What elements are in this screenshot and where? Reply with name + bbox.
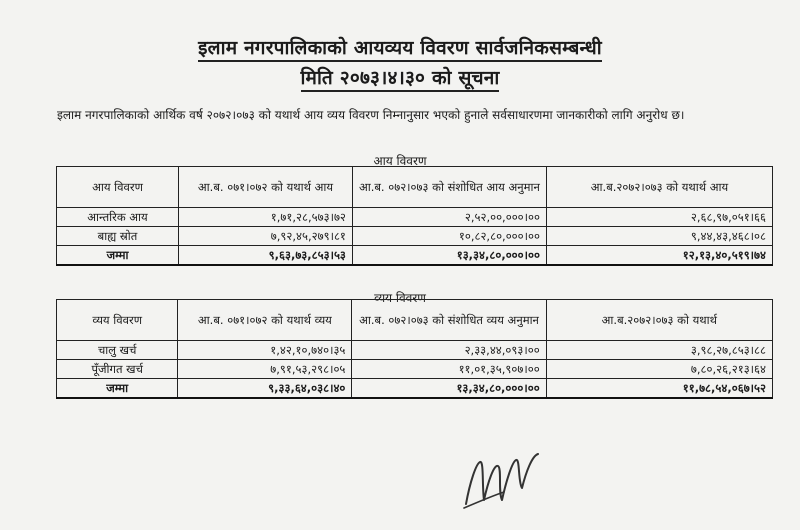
income-header-3: आ.ब.२०७२।०७३ को यथार्थ आय — [546, 167, 772, 208]
expense-cell: ११,०१,३५,९०७।०० — [352, 360, 546, 379]
expense-row-label: चालु खर्च — [57, 341, 178, 360]
expense-row-label: पूँजीगत खर्च — [57, 360, 178, 379]
expense-total-cell: ९,३३,६४,०३८।४० — [178, 379, 352, 399]
income-total-row — [57, 246, 773, 266]
expense-total-cell: ११,७८,५४,०६७।५२ — [546, 379, 772, 399]
income-cell: २,५२,००,०००।०० — [352, 208, 546, 227]
income-row-label: आन्तरिक आय — [57, 208, 179, 227]
expense-cell: ३,९८,२७,८५३।८८ — [546, 341, 772, 360]
income-cell: १,७१,२८,५७३।७२ — [179, 208, 353, 227]
expense-cell: ७,८०,२६,२१३।६४ — [546, 360, 772, 379]
intro-paragraph: इलाम नगरपालिकाको आर्थिक वर्ष २०७२।०७३ को यथार्थ आय व्यय विवरण निम्नानुसार भएको हुनाले सर्वसाधारणमा जानकारीको लागि अनुरोध छ। — [57, 108, 685, 122]
notice-title: इलाम नगरपालिकाको आयव्यय विवरण सार्वजनिकसम्बन्धी — [0, 34, 800, 60]
income-cell: ९,४४,४३,४६८।०८ — [546, 227, 772, 246]
table-row — [57, 208, 773, 227]
income-header-2: आ.ब. ०७२।०७३ को संशोधित आय अनुमान — [352, 167, 546, 208]
income-total-cell: १२,१३,४०,५१९।७४ — [546, 246, 772, 266]
income-header-1: आ.ब. ०७१।०७२ को यथार्थ आय — [179, 167, 353, 208]
expense-header-2: आ.ब. ०७२।०७३ को संशोधित व्यय अनुमान — [352, 300, 546, 341]
handwritten-signature — [458, 442, 578, 512]
income-caption: आय विवरण — [373, 154, 427, 168]
notice-date-title: मिति २०७३।४।३० को सूचना — [0, 64, 800, 90]
income-cell: २,६८,९७,०५१।६६ — [546, 208, 772, 227]
income-cell: १०,८२,८०,०००।०० — [352, 227, 546, 246]
table-row — [57, 341, 773, 360]
income-total-cell: १३,३४,८०,०००।०० — [352, 246, 546, 266]
expense-total-cell: १३,३४,८०,०००।०० — [352, 379, 546, 399]
income-total-label: जम्मा — [57, 246, 179, 266]
expense-cell: ७,९१,५३,२९८।०५ — [178, 360, 352, 379]
income-total-cell: ९,६३,७३,८५३।५३ — [179, 246, 353, 266]
table-row — [57, 227, 773, 246]
expense-caption: व्यय विवरण — [374, 291, 426, 305]
expense-cell: १,४२,१०,७४०।३५ — [178, 341, 352, 360]
expense-header-1: आ.ब. ०७१।०७२ को यथार्थ व्यय — [178, 300, 352, 341]
income-table — [56, 166, 773, 266]
expense-total-row — [57, 379, 773, 399]
table-row — [57, 360, 773, 379]
expense-header-0: व्यय विवरण — [57, 300, 178, 341]
expense-total-label: जम्मा — [57, 379, 178, 399]
income-row-label: बाह्य स्रोत — [57, 227, 179, 246]
income-cell: ७,९२,४५,२७९।८१ — [179, 227, 353, 246]
expense-header-3: आ.ब.२०७२।०७३ को यथार्थ — [546, 300, 772, 341]
income-header-0: आय विवरण — [57, 167, 179, 208]
expense-cell: २,३३,४४,०९३।०० — [352, 341, 546, 360]
expense-table — [56, 299, 773, 399]
